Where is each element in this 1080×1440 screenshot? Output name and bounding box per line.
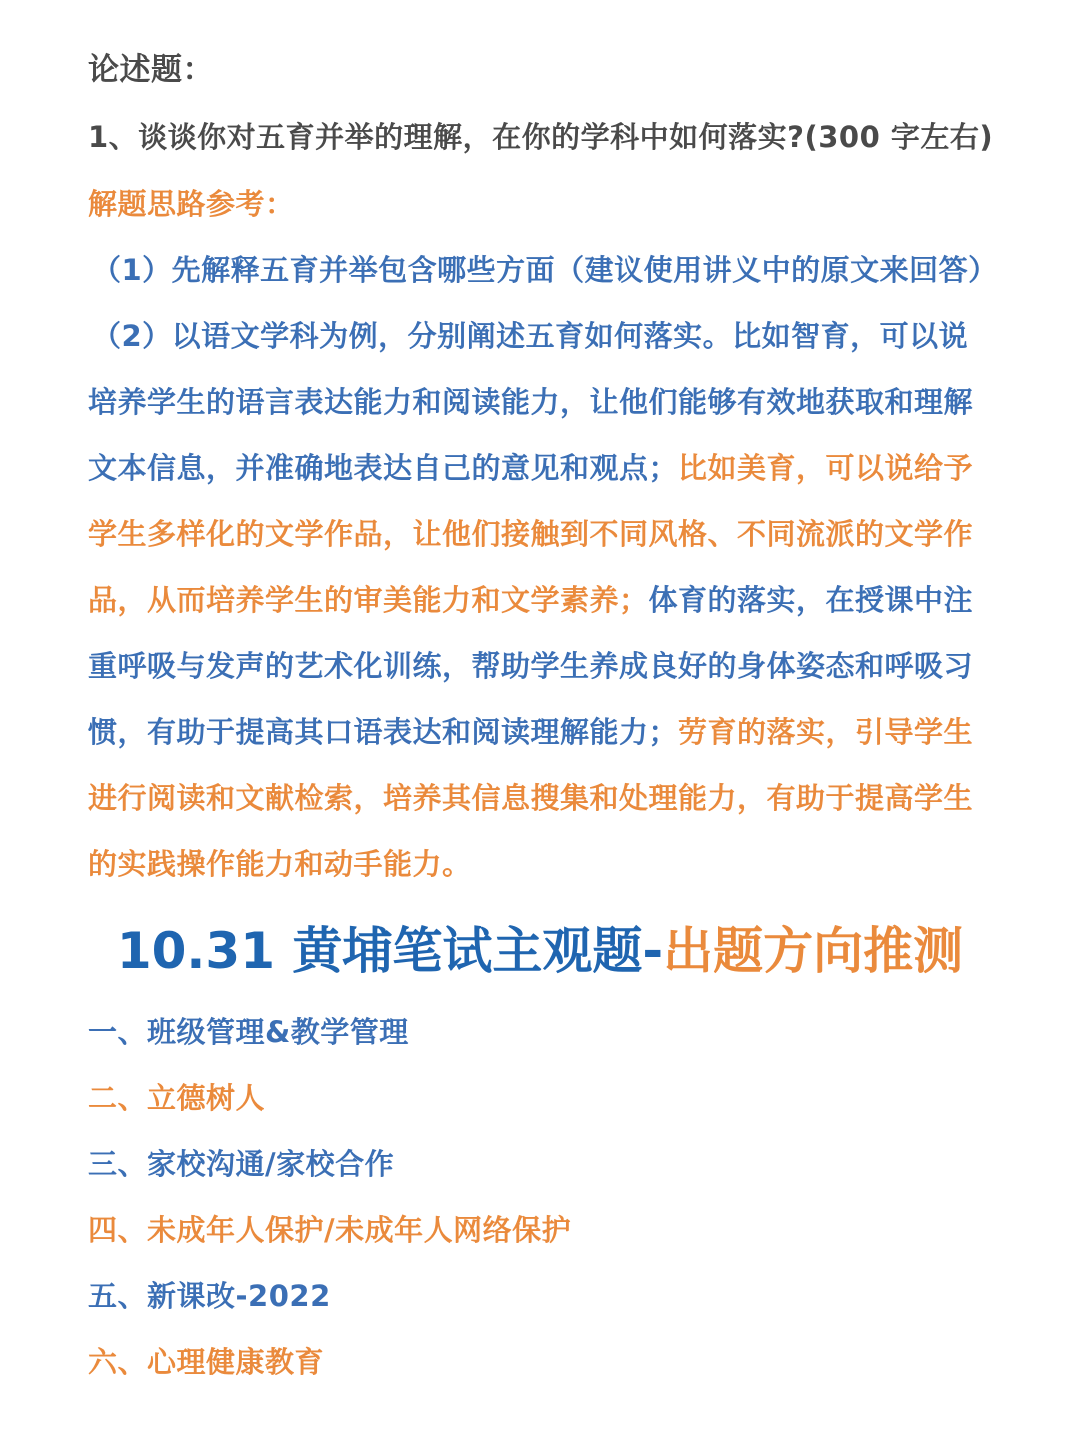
- topic-item-4: 四、未成年人保护/未成年人网络保护: [88, 1213, 572, 1247]
- body-line-3-blue: 文本信息，并准确地表达自己的意见和观点；: [88, 451, 679, 485]
- body-line-1: [92, 316, 992, 356]
- body-line-5: [88, 580, 988, 620]
- hint-label: 解题思路参考：: [88, 187, 295, 221]
- body-line-4: [88, 514, 988, 554]
- body-line-9: [88, 844, 988, 884]
- body-line-8-orange: 进行阅读和文献检索，培养其信息搜集和处理能力，有助于提高学生: [88, 781, 974, 815]
- headline: [0, 918, 1080, 984]
- topic-item-5: 五、新课改-2022: [88, 1279, 331, 1313]
- body-line-3: [88, 448, 988, 488]
- body-line-2: [88, 382, 988, 422]
- body-line-7-orange: 劳育的落实，引导学生: [678, 715, 974, 749]
- body-line-4-orange: 学生多样化的文学作品，让他们接触到不同风格、不同流派的文学作: [88, 517, 974, 551]
- headline-part-1: 10.31 黄埔笔试主观题-: [116, 922, 664, 980]
- topic-item-1: 一、班级管理&教学管理: [88, 1015, 409, 1049]
- body-line-6: [88, 646, 988, 686]
- body-line-3-orange: 比如美育，可以说给予: [678, 451, 974, 485]
- topic-item-2: 二、立德树人: [88, 1081, 266, 1115]
- body-line-2-blue: 培养学生的语言表达能力和阅读能力，让他们能够有效地获取和理解: [88, 385, 974, 419]
- topic-item-6: 六、心理健康教育: [88, 1345, 325, 1379]
- body-line-5-orange: 品，从而培养学生的审美能力和文学素养；: [88, 583, 649, 617]
- body-line-6-blue: 重呼吸与发声的艺术化训练，帮助学生养成良好的身体姿态和呼吸习: [88, 649, 974, 683]
- headline-part-2: 出题方向推测: [663, 922, 964, 980]
- topic-item-3: 三、家校沟通/家校合作: [88, 1147, 395, 1181]
- body-line-9-orange: 的实践操作能力和动手能力。: [88, 847, 472, 881]
- body-line-1-blue: （2）以语文学科为例，分别阐述五育如何落实。比如智育，可以说: [92, 319, 969, 353]
- body-line-7: [88, 712, 988, 752]
- section-title: 论述题：: [88, 52, 214, 88]
- body-line-8: [88, 778, 988, 818]
- body-line-5-blue: 体育的落实，在授课中注: [648, 583, 974, 617]
- body-line-7-blue: 惯，有助于提高其口语表达和阅读理解能力；: [88, 715, 679, 749]
- essay-question: 1、谈谈你对五育并举的理解，在你的学科中如何落实?(300 字左右): [88, 120, 994, 154]
- point-1: （1）先解释五育并举包含哪些方面（建议使用讲义中的原文来回答）: [92, 253, 998, 287]
